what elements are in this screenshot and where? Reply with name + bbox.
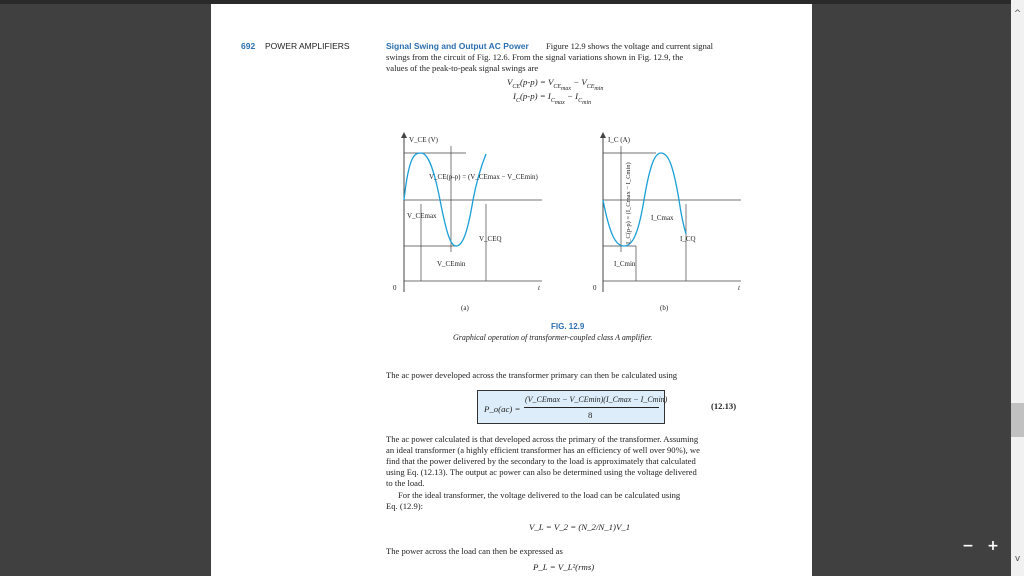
equation-vce-pp: $V_{CE}(p-p) = V_{CE_{max}} - V_{CE_{min}}$ — [507, 77, 604, 92]
equation-12-13-box — [477, 390, 668, 424]
paragraph-2-line-2: an ideal transformer (a highly efficient transformer has an efficiency of well over 90%), we — [386, 445, 700, 455]
intro-line-2: swings from the circuit of Fig. 12.6. From the signal variations shown in Fig. 12.9, the — [386, 52, 684, 62]
equation-12-13-fraction-bar — [524, 407, 659, 408]
intro-line-3: values of the peak-to-peak signal swings are — [386, 63, 539, 73]
page-number: 692 — [241, 41, 256, 51]
scroll-down-icon[interactable]: v — [1014, 554, 1021, 564]
equation-pl-partial: P_L = V_L²(rms) — [533, 562, 595, 572]
paragraph-4: The power across the load can then be expressed as — [386, 546, 563, 556]
zoom-in-button[interactable]: + — [987, 538, 999, 554]
document-page — [211, 4, 812, 576]
running-head: POWER AMPLIFIERS — [265, 41, 350, 51]
zoom-out-button[interactable]: − — [962, 538, 974, 554]
graph-b-max-label: I_Cmax — [651, 214, 674, 222]
equation-vl: V_L = V_2 = (N_2/N_1)V_1 — [529, 522, 631, 532]
graph-b — [593, 132, 741, 312]
graph-b-q-label: I_CQ — [680, 235, 696, 243]
scroll-up-icon[interactable]: ^ — [1013, 9, 1022, 19]
figure-caption-text: Graphical operation of transformer-coupled class A amplifier. — [453, 333, 653, 342]
paragraph-2-line-4: using Eq. (12.13). The output ac power can also be determined using the voltage delivered — [386, 467, 697, 477]
paragraph-2-line-5: to the load. — [386, 478, 425, 488]
graph-a-y-label: V_CE (V) — [409, 136, 438, 144]
equation-12-13-denominator: 8 — [588, 410, 593, 420]
scrollbar-thumb[interactable] — [1011, 403, 1024, 437]
graph-a-pp-label: V_CE(p-p) = (V_CEmax − V_CEmin) — [429, 173, 538, 181]
paragraph-3-line-1: For the ideal transformer, the voltage delivered to the load can be calculated using — [398, 490, 681, 500]
graph-a-min-label: V_CEmin — [437, 260, 466, 268]
paragraph-3-line-2: Eq. (12.9): — [386, 501, 423, 511]
graph-b-y-label: I_C (A) — [608, 136, 630, 144]
graph-b-t-label: t — [738, 284, 740, 292]
vertical-scrollbar[interactable] — [1011, 0, 1024, 576]
paragraph-1: The ac power developed across the transformer primary can then be calculated using — [386, 370, 678, 380]
graph-a-q-label: V_CEQ — [479, 235, 502, 243]
graph-b-waveform — [603, 153, 686, 246]
graph-a-t-label: t — [538, 284, 540, 292]
graph-b-pp-label: I_C(p-p) = (I_Cmax − I_Cmin) — [625, 162, 632, 244]
section-heading: Signal Swing and Output AC Power — [386, 41, 529, 51]
equation-12-13-lhs: P_o(ac) = — [484, 404, 521, 414]
paragraph-2-line-3: find that the power delivered by the secondary to the load is approximately that calculated — [386, 456, 696, 466]
figure-12-9 — [211, 124, 812, 324]
graph-a-max-label: V_CEmax — [407, 212, 437, 220]
equation-ic-pp: $I_C(p-p) = I_{C_{max}} - I_{C_{min}}$ — [513, 91, 592, 106]
figure-caption-title: FIG. 12.9 — [551, 322, 585, 331]
equation-12-13-number: (12.13) — [711, 401, 737, 411]
graph-a-sublabel: (a) — [461, 304, 469, 312]
graph-b-sublabel: (b) — [660, 304, 669, 312]
paragraph-2-line-1: The ac power calculated is that developed across the primary of the transformer. Assuming — [386, 434, 699, 444]
graph-b-origin: 0 — [593, 284, 597, 292]
graph-a — [393, 132, 542, 312]
graph-a-origin: 0 — [393, 284, 397, 292]
graph-b-min-label: I_Cmin — [614, 260, 636, 268]
equation-12-13-numerator: (V_CEmax − V_CEmin)(I_Cmax − I_Cmin) — [525, 395, 668, 404]
graph-a-waveform — [404, 153, 486, 246]
graph-a-y-arrow — [401, 132, 407, 138]
graph-b-y-arrow — [600, 132, 606, 138]
intro-line-1: Figure 12.9 shows the voltage and current signal — [546, 41, 714, 51]
